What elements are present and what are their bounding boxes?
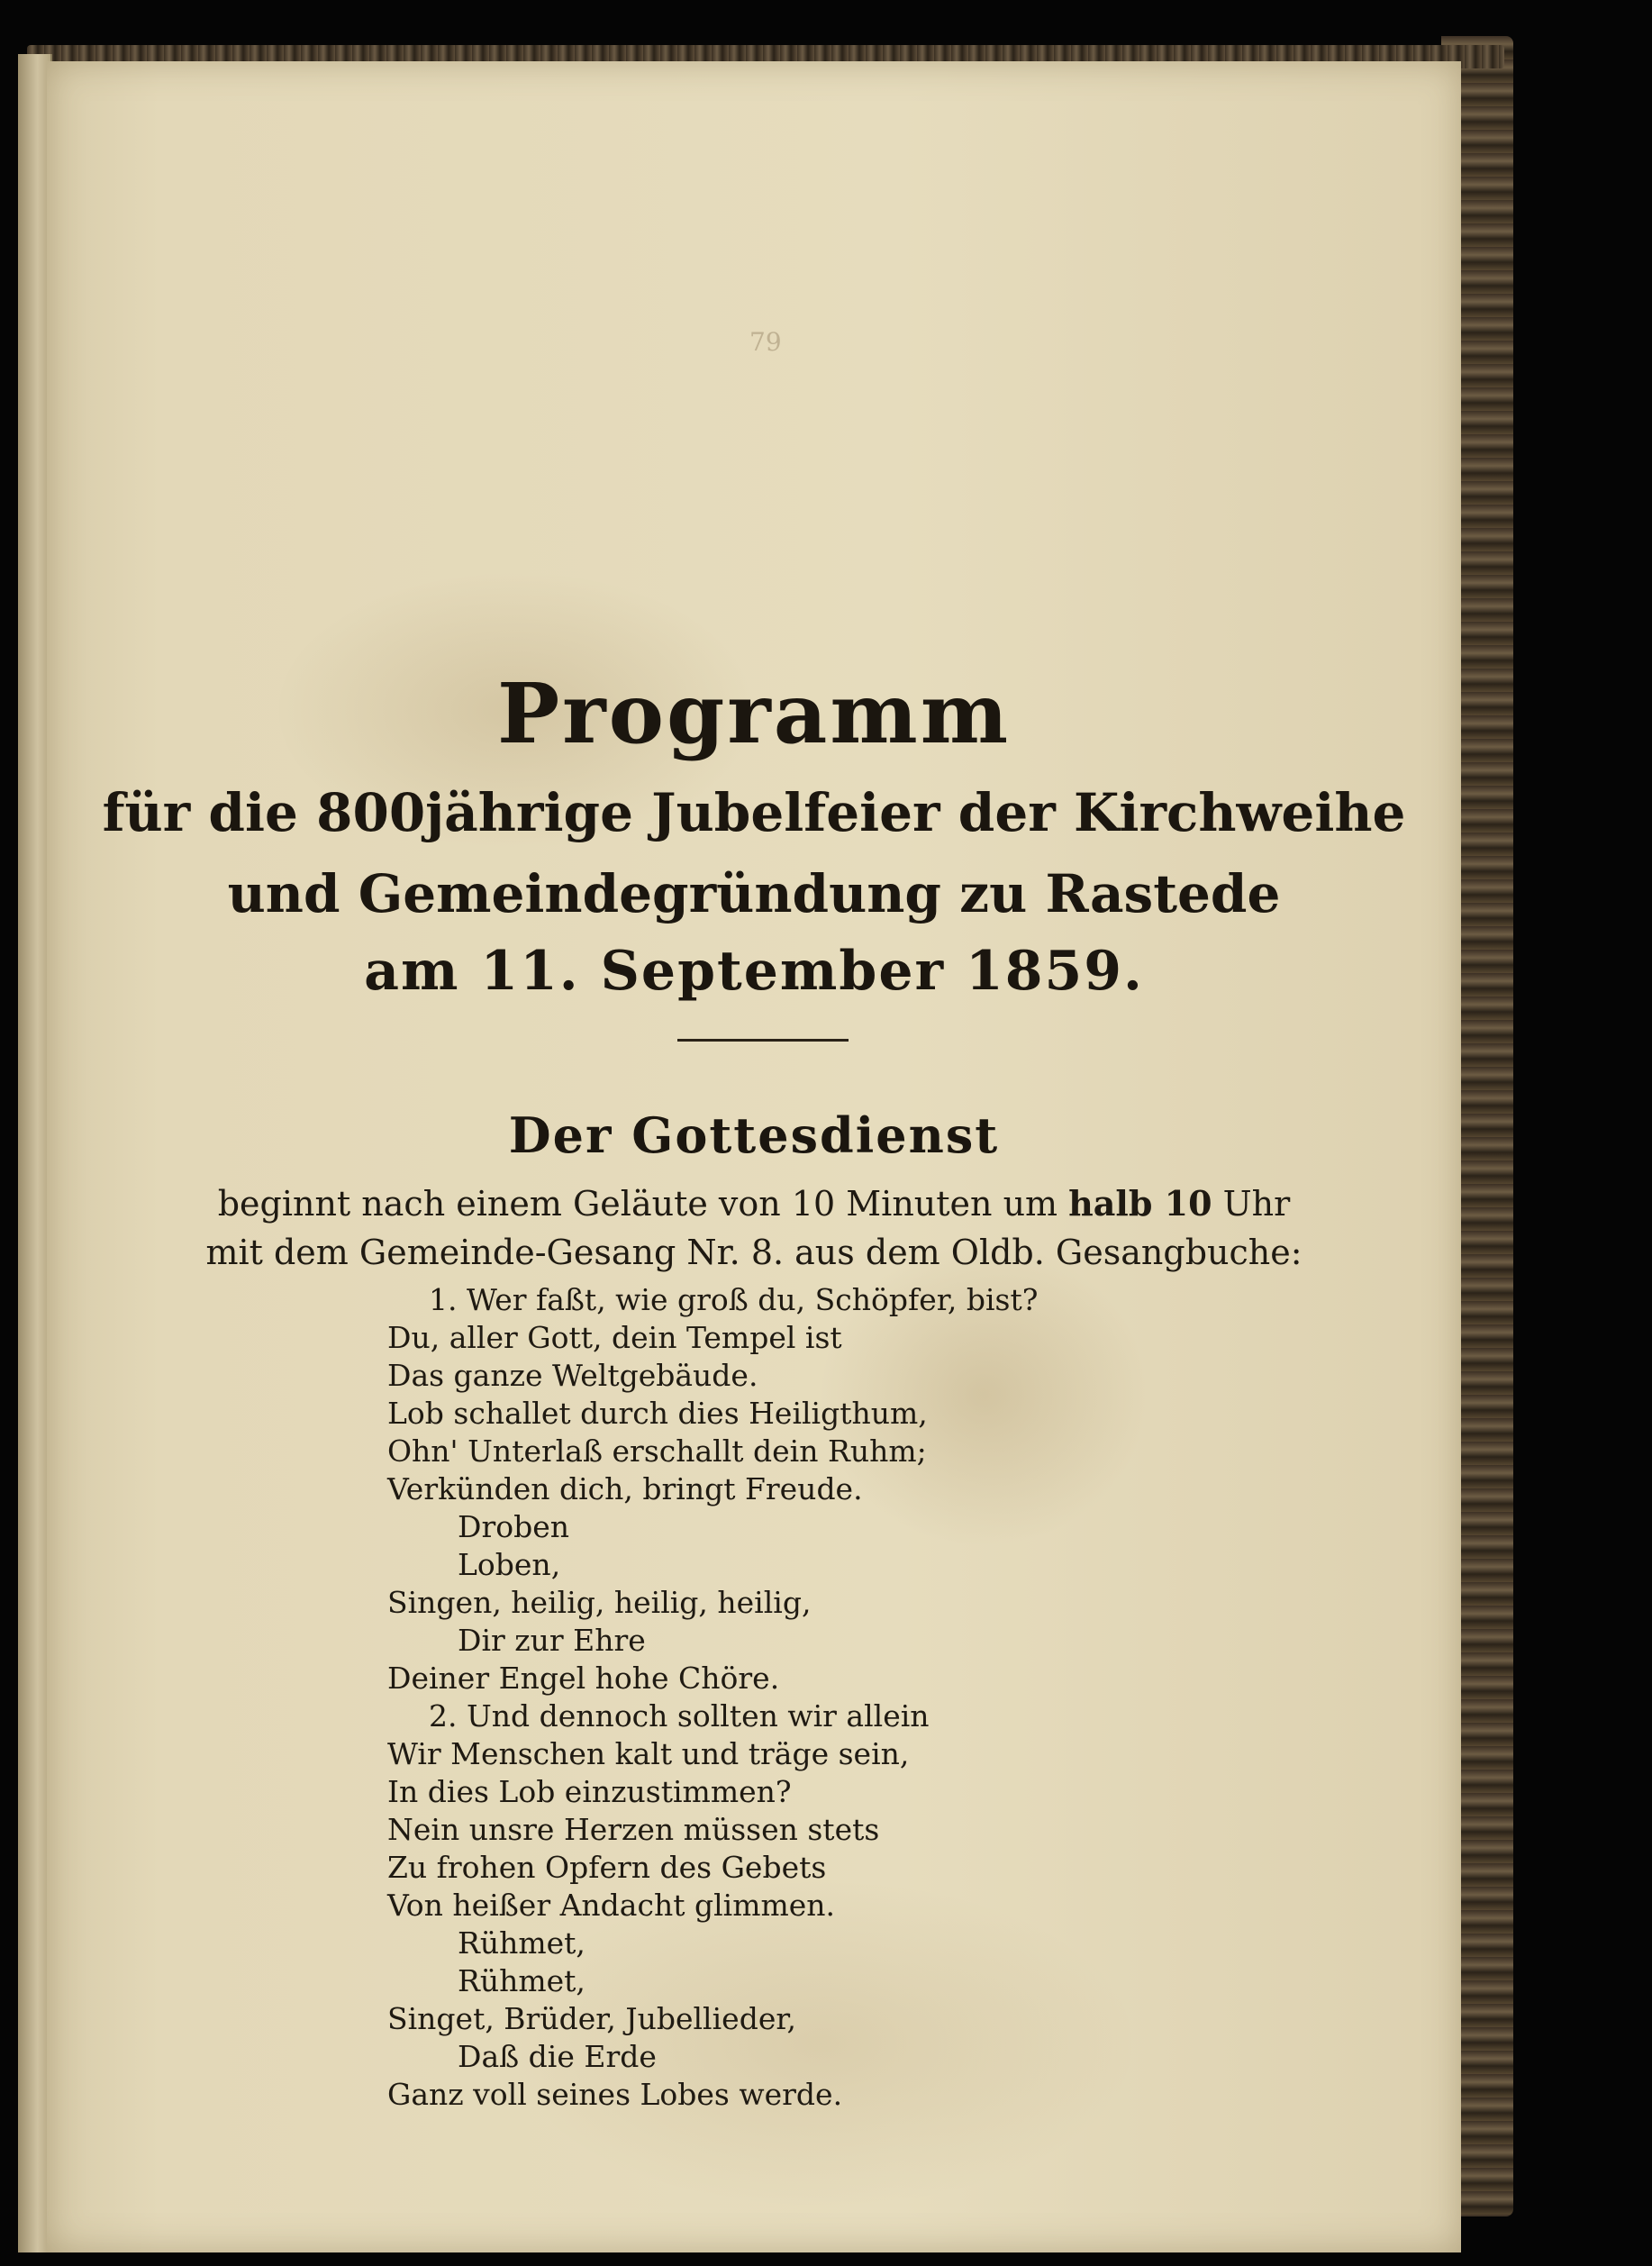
verse-line: Du, aller Gott, dein Tempel ist bbox=[387, 1320, 842, 1355]
verse-line: Rühmet, bbox=[458, 1925, 585, 1961]
verse-line: Von heißer Andacht glimmen. bbox=[387, 1888, 836, 1923]
document-page bbox=[47, 61, 1461, 2252]
verse-line: Lob schallet durch dies Heiligthum, bbox=[387, 1396, 928, 1431]
page-number: 79 bbox=[749, 327, 782, 357]
verse-line: Droben bbox=[458, 1509, 570, 1544]
verse-line: Das ganze Weltgebäude. bbox=[387, 1358, 758, 1393]
divider-rule bbox=[677, 1039, 849, 1042]
verse-line: Deiner Engel hohe Chöre. bbox=[387, 1661, 780, 1696]
verse-line: Verkünden dich, bringt Freude. bbox=[387, 1471, 863, 1506]
subtitle-line-2: und Gemeindegründung zu Rastede bbox=[227, 863, 1281, 924]
subtitle-line-3: am 11. September 1859. bbox=[364, 940, 1144, 1003]
verse-line: Ganz voll seines Lobes werde. bbox=[387, 2077, 843, 2112]
verse-line: Rühmet, bbox=[458, 1963, 585, 1998]
verse-line: Dir zur Ehre bbox=[458, 1623, 646, 1658]
verse-line: Singet, Brüder, Jubellieder, bbox=[387, 2001, 796, 2036]
page-title: Programm bbox=[496, 665, 1012, 762]
intro-time-emphasis: halb 10 bbox=[1068, 1183, 1212, 1224]
verse-line: Singen, heilig, heilig, heilig, bbox=[387, 1585, 812, 1620]
verse-line: Loben, bbox=[458, 1547, 561, 1582]
verse-line: Daß die Erde bbox=[458, 2039, 657, 2074]
subtitle-line-1: für die 800jährige Jubelfeier der Kirchweihe bbox=[102, 782, 1406, 843]
intro-text-b: Uhr bbox=[1212, 1184, 1291, 1224]
section-heading: Der Gottesdienst bbox=[508, 1106, 1000, 1164]
intro-line-1 bbox=[47, 1183, 1461, 1224]
intro-line-2: mit dem Gemeinde-Gesang Nr. 8. aus dem Oldb. Gesangbuche: bbox=[205, 1233, 1303, 1272]
verse-line: 2. Und dennoch sollten wir allein bbox=[429, 1698, 930, 1734]
verse-line: 1. Wer faßt, wie groß du, Schöpfer, bist? bbox=[429, 1282, 1039, 1317]
intro-text-a: beginnt nach einem Geläute von 10 Minuten um bbox=[217, 1184, 1069, 1224]
verse-line: In dies Lob einzustimmen? bbox=[387, 1774, 792, 1809]
verse-line: Nein unsre Herzen müssen stets bbox=[387, 1812, 880, 1847]
verse-line: Ohn' Unterlaß erschallt dein Ruhm; bbox=[387, 1433, 927, 1469]
verse-line: Zu frohen Opfern des Gebets bbox=[387, 1850, 827, 1885]
verse-line: Wir Menschen kalt und träge sein, bbox=[387, 1736, 910, 1771]
